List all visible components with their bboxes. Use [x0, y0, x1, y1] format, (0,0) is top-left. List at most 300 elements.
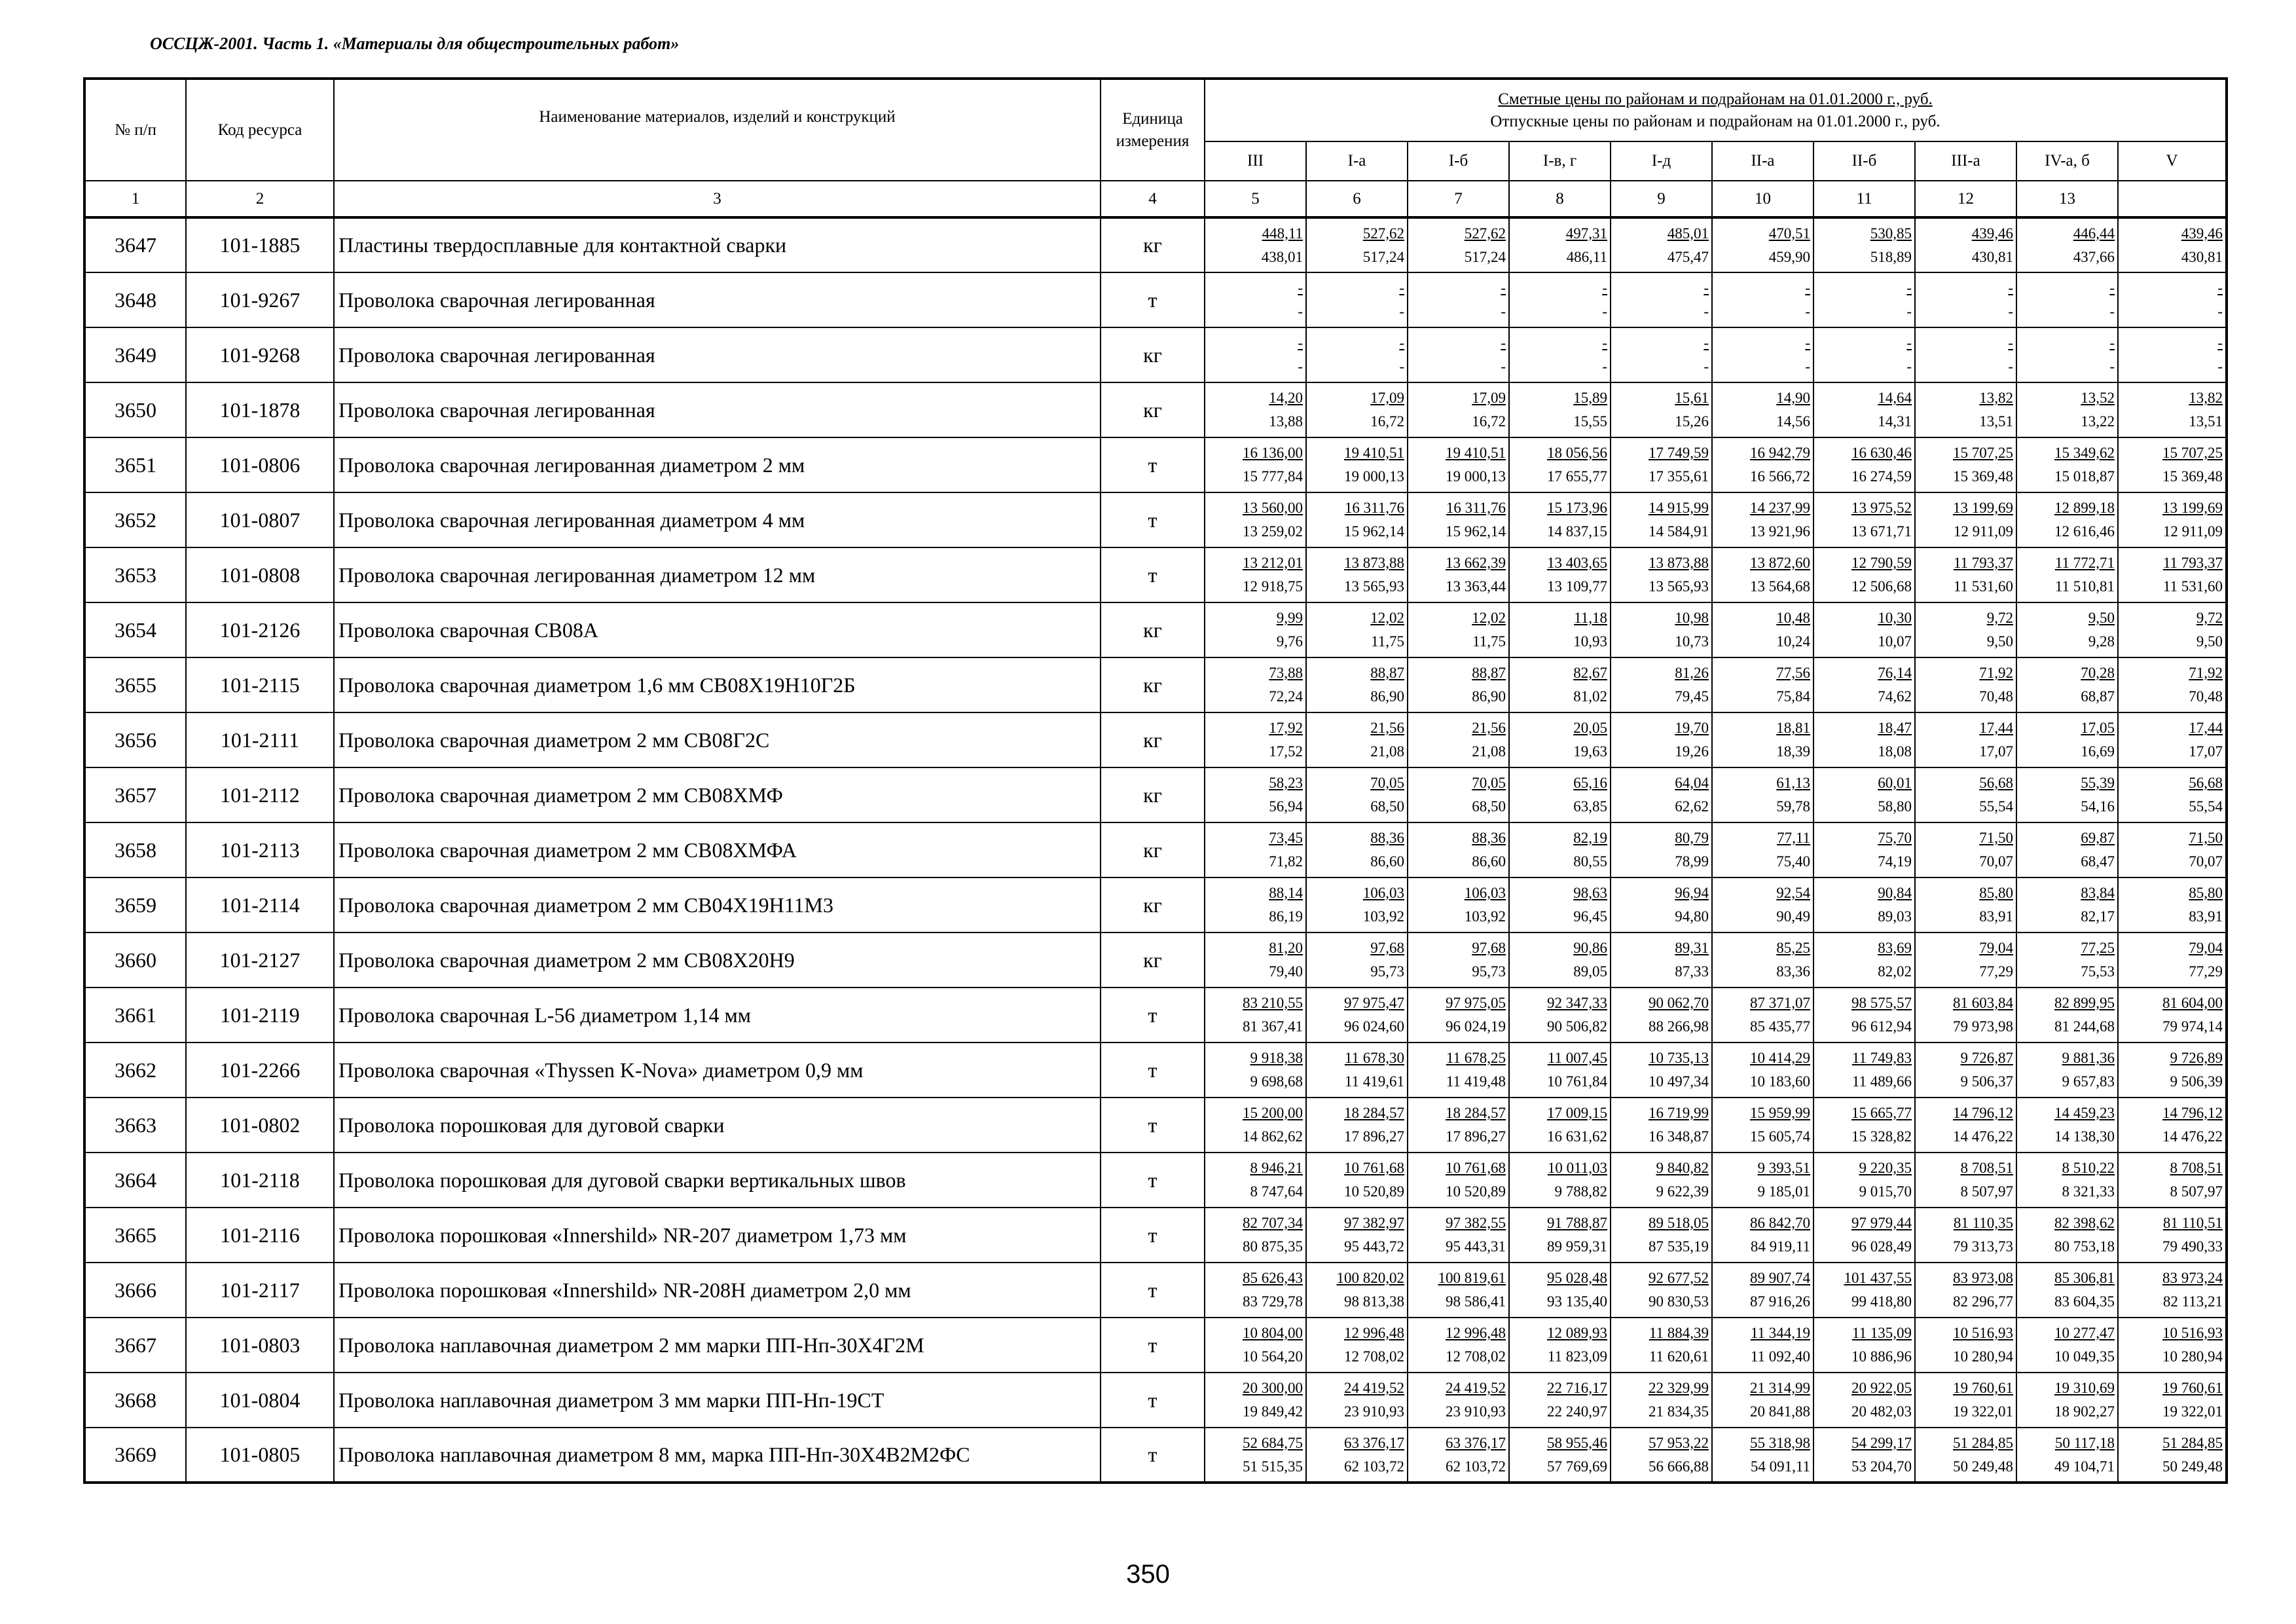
- price-cell: [2118, 1208, 2227, 1263]
- estimate-price: 77,11: [1777, 830, 1810, 846]
- estimate-price: 12,02: [1472, 610, 1506, 626]
- header-name: Наименование материалов, изделий и конструкций: [334, 79, 1101, 181]
- release-price: 20 482,03: [1851, 1403, 1912, 1420]
- price-cell: [1712, 272, 1813, 327]
- price-cell: [1813, 657, 1915, 712]
- estimate-price: -: [1906, 280, 1912, 296]
- header-row-no: № п/п: [84, 79, 186, 181]
- price-cell: [1813, 382, 1915, 437]
- estimate-price: 17,05: [2081, 720, 2115, 736]
- price-cell: [1813, 602, 1915, 657]
- table-row: [84, 1098, 2227, 1153]
- release-price: -: [1399, 358, 1404, 375]
- release-price: -: [2109, 358, 2115, 375]
- table-row: [84, 1263, 2227, 1318]
- release-price: 54 091,11: [1750, 1458, 1810, 1475]
- release-price: 80 875,35: [1243, 1238, 1303, 1255]
- release-price: -: [2008, 358, 2013, 375]
- price-cell: [2016, 1428, 2118, 1483]
- release-price: 17 896,27: [1446, 1128, 1506, 1145]
- price-cell: [1306, 1318, 1408, 1373]
- price-cell: [1712, 602, 1813, 657]
- price-cell: [1611, 877, 1712, 932]
- price-cell: [1915, 382, 2016, 437]
- estimate-price: 90,86: [1573, 940, 1607, 956]
- release-price: 486,11: [1566, 248, 1607, 265]
- release-price: 81 244,68: [2054, 1018, 2115, 1035]
- price-cell: [1712, 437, 1813, 492]
- price-cell: [1712, 877, 1813, 932]
- release-price: 89,03: [1878, 908, 1912, 925]
- release-price: 15,26: [1675, 413, 1709, 430]
- price-cell: [1813, 1208, 1915, 1263]
- estimate-price: 83 973,08: [1953, 1270, 2013, 1286]
- price-cell: [2016, 1098, 2118, 1153]
- unit-of-measure: кг: [1101, 822, 1205, 877]
- price-cell: [1509, 712, 1611, 767]
- price-cell: [1306, 932, 1408, 987]
- price-cell: [1306, 712, 1408, 767]
- price-cell: [1611, 1428, 1712, 1483]
- unit-of-measure: т: [1101, 1153, 1205, 1208]
- header-region: I-а: [1306, 141, 1408, 181]
- estimate-price: 12 899,18: [2054, 500, 2115, 516]
- release-price: 90 830,53: [1649, 1293, 1709, 1310]
- price-cell: [1509, 1373, 1611, 1428]
- release-price: 71,82: [1269, 853, 1303, 870]
- price-cell: [1611, 1263, 1712, 1318]
- material-name: Проволока порошковая для дуговой сварки вертикальных швов: [334, 1153, 1101, 1208]
- column-number: 13: [2016, 181, 2118, 217]
- estimate-price: 448,11: [1262, 225, 1303, 242]
- price-cell: [1712, 987, 1813, 1043]
- price-cell: [2016, 657, 2118, 712]
- release-price: 103,92: [1362, 908, 1404, 925]
- price-cell: [1306, 1208, 1408, 1263]
- estimate-price: 13 199,69: [2162, 500, 2223, 516]
- estimate-price: 60,01: [1878, 775, 1912, 791]
- release-price: 86,90: [1370, 688, 1404, 705]
- row-number: 3667: [84, 1318, 186, 1373]
- release-price: 517,24: [1362, 248, 1404, 265]
- price-cell: [1915, 767, 2016, 822]
- price-cell: [1509, 932, 1611, 987]
- row-number: 3664: [84, 1153, 186, 1208]
- price-cell: [2118, 822, 2227, 877]
- price-cell: [2118, 932, 2227, 987]
- estimate-price: 15,89: [1573, 390, 1607, 406]
- estimate-price: 85,25: [1776, 940, 1810, 956]
- price-cell: [2016, 437, 2118, 492]
- release-price: -: [1906, 303, 1912, 320]
- estimate-price: 81 603,84: [1953, 995, 2013, 1011]
- price-cell: [1611, 327, 1712, 382]
- release-price: 12 708,02: [1344, 1348, 1404, 1365]
- price-cell: [1408, 217, 1509, 272]
- price-cell: [1813, 492, 1915, 547]
- estimate-price: -: [1906, 335, 1912, 351]
- price-cell: [1915, 602, 2016, 657]
- price-cell: [1813, 767, 1915, 822]
- estimate-price: 9 918,38: [1250, 1050, 1303, 1066]
- release-price: 87,33: [1675, 963, 1709, 980]
- price-cell: [1205, 272, 1306, 327]
- header-price-group: [1205, 79, 2227, 141]
- release-price: 82,02: [1878, 963, 1912, 980]
- price-cell: [1915, 987, 2016, 1043]
- price-cell: [1813, 1373, 1915, 1428]
- price-cell: [2118, 1043, 2227, 1098]
- estimate-price: 24 419,52: [1344, 1380, 1404, 1396]
- release-price: 56,94: [1269, 798, 1303, 815]
- release-price: -: [1704, 358, 1709, 375]
- price-cell: [1408, 1373, 1509, 1428]
- material-name: Проволока сварочная легированная: [334, 327, 1101, 382]
- price-cell: [2118, 437, 2227, 492]
- row-number: 3659: [84, 877, 186, 932]
- release-price: 10,93: [1573, 633, 1607, 650]
- release-price: 16 348,87: [1649, 1128, 1709, 1145]
- header-resource-code: Код ресурса: [186, 79, 334, 181]
- release-price: 83,36: [1776, 963, 1810, 980]
- release-price: 54,16: [2081, 798, 2115, 815]
- unit-of-measure: кг: [1101, 217, 1205, 272]
- price-cell: [1611, 657, 1712, 712]
- release-price: -: [1602, 303, 1607, 320]
- row-number: 3661: [84, 987, 186, 1043]
- price-cell: [2118, 712, 2227, 767]
- release-price: 83,91: [1979, 908, 2013, 925]
- price-cell: [1306, 1043, 1408, 1098]
- release-price: 8 507,97: [2170, 1183, 2223, 1200]
- release-price: 518,89: [1870, 248, 1912, 265]
- price-cell: [1712, 932, 1813, 987]
- release-price: 70,07: [1979, 853, 2013, 870]
- price-cell: [1813, 1153, 1915, 1208]
- estimate-price: -: [1602, 335, 1607, 351]
- column-number: 8: [1509, 181, 1611, 217]
- release-price: 68,50: [1472, 798, 1506, 815]
- price-cell: [2016, 602, 2118, 657]
- price-cell: [2016, 272, 2118, 327]
- release-price: 13,88: [1269, 413, 1303, 430]
- price-cell: [1611, 547, 1712, 602]
- price-cell: [1205, 492, 1306, 547]
- estimate-price: 10 761,68: [1344, 1160, 1404, 1176]
- price-cell: [1915, 1318, 2016, 1373]
- release-price: 58,80: [1878, 798, 1912, 815]
- price-cell: [1306, 767, 1408, 822]
- unit-of-measure: т: [1101, 1318, 1205, 1373]
- price-cell: [1712, 1208, 1813, 1263]
- estimate-price: 70,05: [1370, 775, 1404, 791]
- column-number: 3: [334, 181, 1101, 217]
- price-cell: [1915, 327, 2016, 382]
- release-price: 79 974,14: [2162, 1018, 2223, 1035]
- release-price: 68,47: [2081, 853, 2115, 870]
- estimate-price: 63 376,17: [1344, 1434, 1404, 1451]
- estimate-price: 54 299,17: [1851, 1434, 1912, 1451]
- unit-of-measure: т: [1101, 987, 1205, 1043]
- estimate-price: 52 684,75: [1243, 1434, 1303, 1451]
- price-cell: [1915, 712, 2016, 767]
- release-price: 82,17: [2081, 908, 2115, 925]
- estimate-price: 71,92: [1979, 665, 2013, 681]
- release-price: 430,81: [1971, 248, 2013, 265]
- table-row: [84, 327, 2227, 382]
- row-number: 3652: [84, 492, 186, 547]
- price-cell: [1915, 1263, 2016, 1318]
- price-cell: [1611, 1318, 1712, 1373]
- release-price: 81 367,41: [1243, 1018, 1303, 1035]
- estimate-price: 75,70: [1878, 830, 1912, 846]
- header-region: II-а: [1712, 141, 1813, 181]
- price-cell: [1712, 1043, 1813, 1098]
- release-price: 10 520,89: [1344, 1183, 1404, 1200]
- price-cell: [1205, 1098, 1306, 1153]
- material-name: Проволока порошковая для дуговой сварки: [334, 1098, 1101, 1153]
- material-name: Проволока сварочная диаметром 2 мм СВ08ХМФА: [334, 822, 1101, 877]
- release-price: -: [2217, 358, 2223, 375]
- price-cell: [1509, 1263, 1611, 1318]
- price-cell: [1509, 1428, 1611, 1483]
- price-cell: [1205, 217, 1306, 272]
- estimate-price: -: [1298, 335, 1303, 351]
- release-price: 80 753,18: [2054, 1238, 2115, 1255]
- estimate-price: 9,72: [2196, 610, 2223, 626]
- release-price: 13 565,93: [1344, 578, 1404, 595]
- price-cell: [1306, 492, 1408, 547]
- release-price: 20 841,88: [1750, 1403, 1810, 1420]
- price-cell: [2016, 822, 2118, 877]
- unit-of-measure: т: [1101, 272, 1205, 327]
- column-number: 12: [1915, 181, 2016, 217]
- release-price: 78,99: [1675, 853, 1709, 870]
- release-price: -: [1298, 303, 1303, 320]
- estimate-price: 11 135,09: [1851, 1325, 1912, 1341]
- price-cell: [1712, 1373, 1813, 1428]
- estimate-price: 82 707,34: [1243, 1215, 1303, 1231]
- estimate-price: 15 349,62: [2054, 445, 2115, 461]
- estimate-price: 81 604,00: [2162, 995, 2223, 1011]
- release-price: 16,72: [1370, 413, 1404, 430]
- table-row: [84, 382, 2227, 437]
- resource-code: 101-0805: [186, 1428, 334, 1483]
- release-price: 459,90: [1768, 248, 1810, 265]
- estimate-price: 19 760,61: [2162, 1380, 2223, 1396]
- price-cell: [1611, 712, 1712, 767]
- release-price: 15,55: [1573, 413, 1607, 430]
- price-cell: [2118, 1318, 2227, 1373]
- resource-code: 101-0807: [186, 492, 334, 547]
- estimate-price: 88,36: [1370, 830, 1404, 846]
- estimate-price: 8 946,21: [1250, 1160, 1303, 1176]
- estimate-price: 83 210,55: [1243, 995, 1303, 1011]
- estimate-price: 13 403,65: [1547, 555, 1607, 571]
- estimate-price: 11 678,25: [1446, 1050, 1506, 1066]
- estimate-price: 82,19: [1573, 830, 1607, 846]
- price-cell: [1408, 1208, 1509, 1263]
- price-cell: [1306, 1098, 1408, 1153]
- release-price: 15 605,74: [1750, 1128, 1810, 1145]
- estimate-price: 17,92: [1269, 720, 1303, 736]
- estimate-price: 89 907,74: [1750, 1270, 1810, 1286]
- estimate-price: 90 062,70: [1649, 995, 1709, 1011]
- estimate-price: -: [1704, 280, 1709, 296]
- price-cell: [2118, 1098, 2227, 1153]
- price-cell: [1813, 1428, 1915, 1483]
- release-price: 96 028,49: [1851, 1238, 1912, 1255]
- estimate-price: 81 110,35: [1953, 1215, 2013, 1231]
- estimate-price: 10 011,03: [1547, 1160, 1607, 1176]
- estimate-price: 89 518,05: [1649, 1215, 1709, 1231]
- estimate-price: 10 277,47: [2054, 1325, 2115, 1341]
- release-price: 83 729,78: [1243, 1293, 1303, 1310]
- release-price: 11 092,40: [1750, 1348, 1810, 1365]
- estimate-price: 8 510,22: [2062, 1160, 2115, 1176]
- release-price: 17 655,77: [1547, 468, 1607, 485]
- material-name: Пластины твердосплавные для контактной сварки: [334, 217, 1101, 272]
- price-cell: [1611, 492, 1712, 547]
- unit-of-measure: кг: [1101, 877, 1205, 932]
- price-cell: [2016, 327, 2118, 382]
- price-cell: [1408, 437, 1509, 492]
- estimate-price: 87 371,07: [1750, 995, 1810, 1011]
- price-cell: [2016, 712, 2118, 767]
- release-price: 13 109,77: [1547, 578, 1607, 595]
- estimate-price: 19 310,69: [2054, 1380, 2115, 1396]
- price-cell: [1813, 932, 1915, 987]
- price-cell: [2016, 1263, 2118, 1318]
- material-name: Проволока наплавочная диаметром 8 мм, марка ПП-Нп-30Х4В2М2ФС: [334, 1428, 1101, 1483]
- estimate-price: 12 996,48: [1344, 1325, 1404, 1341]
- estimate-price: -: [1805, 335, 1810, 351]
- estimate-price: 79,04: [1979, 940, 2013, 956]
- release-price: 9,28: [2088, 633, 2115, 650]
- price-cell: [1813, 1263, 1915, 1318]
- estimate-price: 10 516,93: [1953, 1325, 2013, 1341]
- price-cell: [1306, 602, 1408, 657]
- price-cell: [1306, 437, 1408, 492]
- price-cell: [1408, 1153, 1509, 1208]
- price-cell: [2016, 1373, 2118, 1428]
- release-price: 89,05: [1573, 963, 1607, 980]
- price-cell: [1611, 767, 1712, 822]
- resource-code: 101-2114: [186, 877, 334, 932]
- resource-code: 101-2119: [186, 987, 334, 1043]
- estimate-price: 9,50: [2088, 610, 2115, 626]
- price-cell: [1205, 877, 1306, 932]
- release-price: 11,75: [1371, 633, 1404, 650]
- header-region: II-б: [1813, 141, 1915, 181]
- price-cell: [1306, 382, 1408, 437]
- release-price: 16 631,62: [1547, 1128, 1607, 1145]
- resource-code: 101-2113: [186, 822, 334, 877]
- estimate-price: 14 915,99: [1649, 500, 1709, 516]
- release-price: 79 490,33: [2162, 1238, 2223, 1255]
- estimate-price: 11 749,83: [1851, 1050, 1912, 1066]
- price-cell: [1205, 602, 1306, 657]
- price-cell: [1915, 492, 2016, 547]
- release-price: 9 506,39: [2170, 1073, 2223, 1090]
- unit-of-measure: т: [1101, 1098, 1205, 1153]
- price-cell: [1205, 382, 1306, 437]
- release-price: 18,08: [1878, 743, 1912, 760]
- estimate-price: 88,87: [1370, 665, 1404, 681]
- estimate-price: 81,20: [1269, 940, 1303, 956]
- estimate-price: 97 382,55: [1446, 1215, 1506, 1231]
- price-cell: [1509, 1098, 1611, 1153]
- unit-of-measure: кг: [1101, 602, 1205, 657]
- unit-of-measure: кг: [1101, 712, 1205, 767]
- release-price: 74,62: [1878, 688, 1912, 705]
- release-price: 86,60: [1370, 853, 1404, 870]
- unit-of-measure: т: [1101, 1428, 1205, 1483]
- estimate-price: 81,26: [1675, 665, 1709, 681]
- estimate-price: 485,01: [1667, 225, 1709, 242]
- estimate-price: 22 716,17: [1547, 1380, 1607, 1396]
- price-cell: [1611, 437, 1712, 492]
- release-price: 12 911,09: [1953, 523, 2013, 540]
- release-price: 15 369,48: [1953, 468, 2013, 485]
- estimate-price: 19 410,51: [1446, 445, 1506, 461]
- price-cell: [2118, 382, 2227, 437]
- estimate-price: 16 136,00: [1243, 445, 1303, 461]
- price-cell: [1306, 987, 1408, 1043]
- release-price: 438,01: [1261, 248, 1303, 265]
- estimate-price: 10 516,93: [2162, 1325, 2223, 1341]
- estimate-price: 85 626,43: [1243, 1270, 1303, 1286]
- estimate-price: -: [1501, 280, 1506, 296]
- release-price: 87 916,26: [1750, 1293, 1810, 1310]
- release-price: 55,54: [2189, 798, 2223, 815]
- price-cell: [1611, 217, 1712, 272]
- material-name: Проволока сварочная легированная: [334, 272, 1101, 327]
- release-price: 14 476,22: [1953, 1128, 2013, 1145]
- release-price: -: [1602, 358, 1607, 375]
- estimate-price: -: [1602, 280, 1607, 296]
- estimate-price: 21,56: [1370, 720, 1404, 736]
- release-price: 87 535,19: [1649, 1238, 1709, 1255]
- price-cell: [1611, 382, 1712, 437]
- estimate-price: 15 200,00: [1243, 1105, 1303, 1121]
- header-region: III: [1205, 141, 1306, 181]
- estimate-price: -: [1399, 280, 1404, 296]
- release-price: 17,07: [2189, 743, 2223, 760]
- price-cell: [1306, 822, 1408, 877]
- release-price: 68,50: [1370, 798, 1404, 815]
- release-price: 10 497,34: [1649, 1073, 1709, 1090]
- resource-code: 101-9267: [186, 272, 334, 327]
- estimate-price: 90,84: [1878, 885, 1912, 901]
- estimate-price: 9 881,36: [2062, 1050, 2115, 1066]
- estimate-price: 16 719,99: [1649, 1105, 1709, 1121]
- unit-of-measure: кг: [1101, 932, 1205, 987]
- release-price: 14 584,91: [1649, 523, 1709, 540]
- estimate-price: 19 760,61: [1953, 1380, 2013, 1396]
- estimate-price: 73,88: [1269, 665, 1303, 681]
- price-cell: [2118, 767, 2227, 822]
- estimate-price: 10,48: [1776, 610, 1810, 626]
- header-region: I-б: [1408, 141, 1509, 181]
- price-cell: [1712, 547, 1813, 602]
- estimate-price: 70,05: [1472, 775, 1506, 791]
- price-cell: [1509, 272, 1611, 327]
- release-price: 16,69: [2081, 743, 2115, 760]
- table-row: [84, 1373, 2227, 1428]
- release-price: 430,81: [2181, 248, 2223, 265]
- estimate-price: 82 398,62: [2054, 1215, 2115, 1231]
